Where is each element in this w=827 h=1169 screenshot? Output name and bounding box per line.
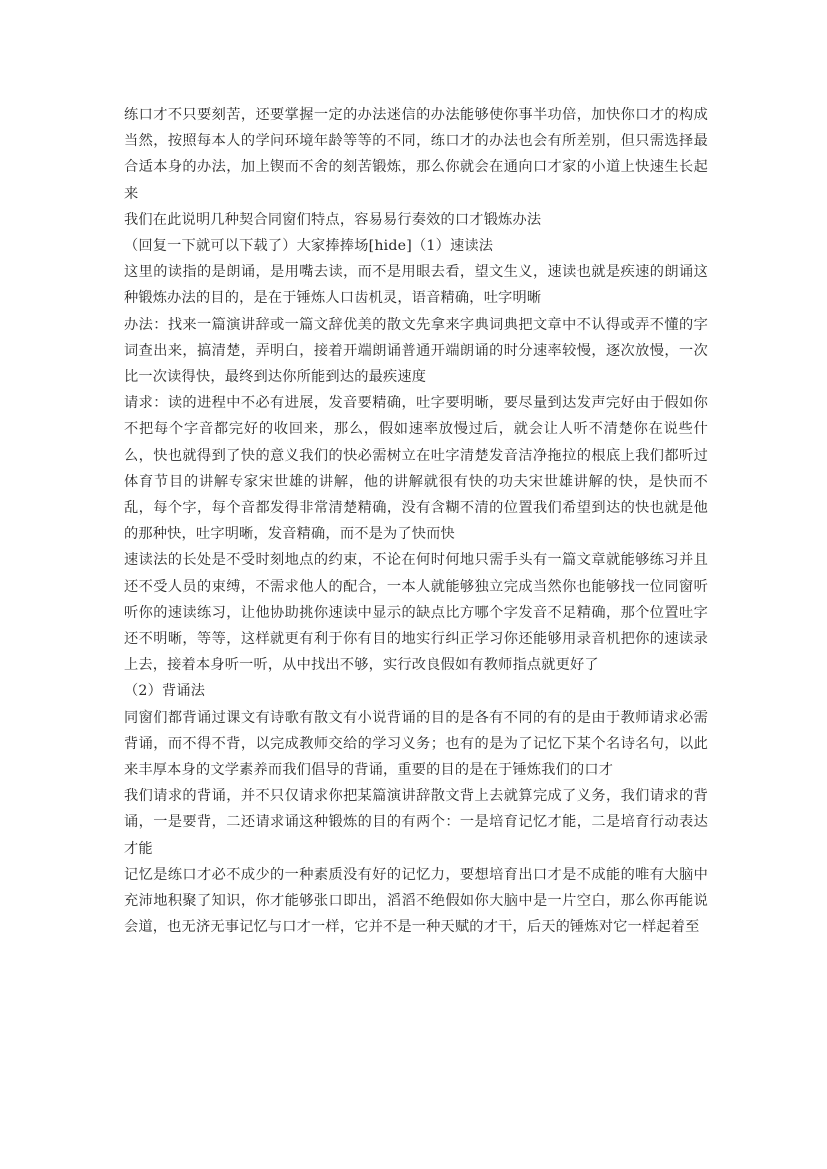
paragraph-recitation-requirements: 我们请求的背诵，并不只仅请求你把某篇演讲辞散文背上去就算完成了义务，我们请求的背诵，一是要背，二还请求诵这种锻炼的目的有两个：一是培育记忆才能，二是培育行动表达才能: [124, 788, 708, 857]
paragraph-memory: 记忆是练口才必不成少的一种素质没有好的记忆力，要想培育出口才是不成能的唯有大脑中充沛地积聚了知识，你才能够张口即出，滔滔不绝假如你大脑中是一片空白，那么你再能说会道，也无济无事记忆与口才一样，它并不是一种天赋的才干，后天的锤炼对它一样起着至: [124, 866, 708, 936]
paragraph-speed-reading-method: 办法：找来一篇演讲辞或一篇文辞优美的散文先拿来字典词典把文章中不认得或弄不懂的字词查出来，搞清楚，弄明白，接着开端朗诵普通开端朗诵的时分速率较慢，逐次放慢，一次比一次读得快，最终到达你所能到达的最疾速度: [124, 316, 708, 386]
paragraph-speed-reading-requirements: 请求：读的进程中不必有进展，发音要精确，吐字要明晰，要尽量到达发声完好由于假如你不把每个字音都完好的收回来，那么，假如速率放慢过后，就会让人听不清楚你在说些什么，快也就得到了快的意义我们的快必需树立在吐字清楚发音洁净拖拉的根底上我们都听过体育节目的讲解专家宋世雄的讲解，他的讲解就很有快的功夫宋世雄讲解的快，是快而不乱，每个字，每个音都发得非常清楚精确，没有含糊不清的位置我们希望到达的快也就是他的那种快，吐字明晰，发音精确，而不是为了快而快: [124, 395, 708, 543]
paragraph-recitation-purpose: 同窗们都背诵过课文有诗歌有散文有小说背诵的目的是各有不同的有的是由于教师请求必需背诵，而不得不背，以完成教师交给的学习义务；也有的是为了记忆下某个名诗名句，以此来丰厚本身的文学素养而我们倡导的背诵，重要的目的是在于锤炼我们的口才: [124, 709, 708, 779]
paragraph-speed-reading-purpose: 这里的读指的是朗诵，是用嘴去读，而不是用眼去看，望文生义，速读也就是疾速的朗诵这种锻炼办法的目的，是在于锤炼人口齿机灵，语音精确，吐字明晰: [124, 264, 708, 307]
paragraph-speed-reading-heading: （回复一下就可以下载了）大家捧捧场[hide]（1）速读法: [124, 238, 494, 255]
paragraph-speed-reading-advantages: 速读法的长处是不受时刻地点的约束，不论在何时何地只需手头有一篇文章就能够练习并且还不受人员的束缚，不需求他人的配合，一本人就能够独立完成当然你也能够找一位同窗听听你的速读练习，让他协助挑你速读中显示的缺点比方哪个字发音不足精确，那个位置吐字还不明晰，等等，这样就更有利于你有目的地实行纠正学习你还能够用录音机把你的速读录上去，接着本身听一听，从中找出不够，实行改良假如有教师指点就更好了: [124, 552, 708, 674]
document-page: [124, 102, 708, 941]
paragraph-intro: 练口才不只要刻苦，还要掌握一定的办法迷信的办法能够使你事半功倍，加快你口才的构成当然，按照每本人的学问环境年龄等等的不同，练口才的办法也会有所差别，但只需选择最合适本身的办法，加上锲而不舍的刻苦锻炼，那么你就会在通向口才家的小道上快速生长起来: [124, 107, 708, 202]
paragraph-methods-intro: 我们在此说明几种契合同窗们特点，容易易行奏效的口才锻炼办法: [124, 211, 542, 228]
paragraph-recitation-heading: （2）背诵法: [124, 683, 206, 700]
